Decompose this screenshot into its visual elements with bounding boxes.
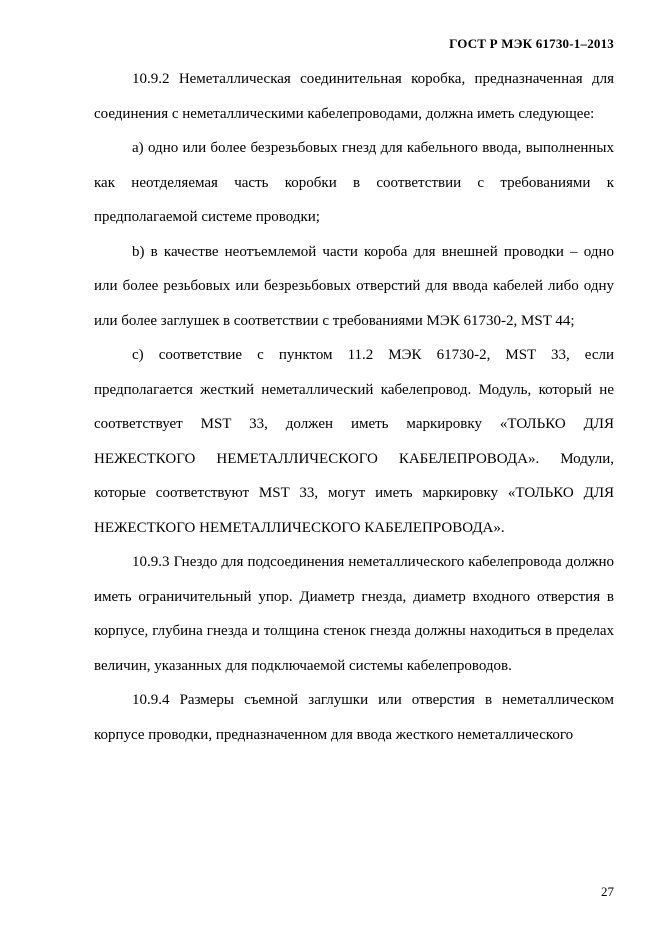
- paragraph-10-9-3: 10.9.3 Гнездо для подсоединения неметаллического кабелепровода должно иметь ограничительный упор. Диаметр гнезда, диаметр входного отверстия в корпусе, глубина гнезда и толщина стенок гнезда должны находиться в пределах величин, указанных для подключаемой системы кабелепроводов.: [94, 554, 614, 674]
- paragraph-10-9-2: 10.9.2 Неметаллическая соединительная коробка, предназначенная для соединения с неметаллическими кабелепроводами, должна иметь следующее:: [94, 71, 614, 122]
- paragraph-10-9-4: 10.9.4 Размеры съемной заглушки или отверстия в неметаллическом корпусе проводки, предназначенном для ввода жесткого неметаллического: [94, 692, 614, 743]
- document-body: [94, 62, 614, 752]
- list-item-a: а) одно или более безрезьбовых гнезд для кабельного ввода, выполненных как неотделяемая часть коробки в соответствии с требованиями к предполагаемой системе проводки;: [94, 140, 614, 225]
- page-number: 27: [601, 884, 614, 899]
- list-item-c: c) соответствие с пунктом 11.2 МЭК 61730-2, MST 33, если предполагается жесткий неметаллический кабелепровод. Модуль, который не соответствует MST 33, должен иметь маркировку «ТОЛЬКО ДЛЯ НЕЖЕСТКОГО НЕМЕТАЛЛИЧЕСКОГО КАБЕЛЕПРОВОДА». Модули, которые соответствуют MST 33, могут иметь маркировку «ТОЛЬКО ДЛЯ НЕЖЕСТКОГО НЕМЕТАЛЛИЧЕСКОГО КАБЕЛЕПРОВОДА».: [94, 347, 614, 536]
- standard-header: ГОСТ Р МЭК 61730-1–2013: [449, 36, 614, 51]
- list-item-b: b) в качестве неотъемлемой части короба для внешней проводки – одно или более резьбовых или безрезьбовых отверстий для ввода кабелей либо одну или более заглушек в соответствии с требованиями МЭК 61730-2, MST 44;: [94, 243, 614, 329]
